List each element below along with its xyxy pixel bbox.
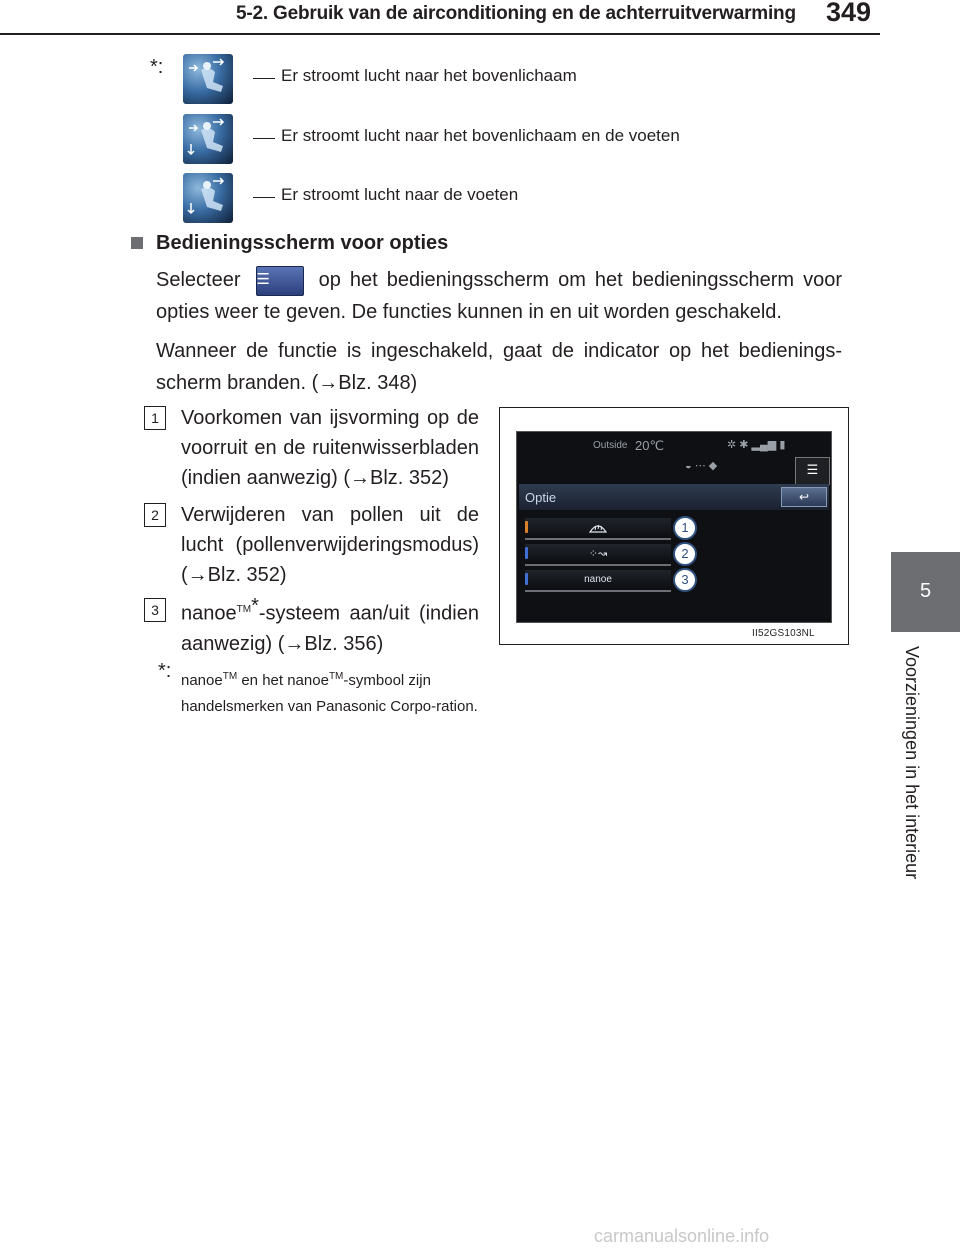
menu-button[interactable]: ☰: [795, 457, 830, 485]
airflow-row: [183, 173, 743, 223]
defroster-option-button[interactable]: [525, 518, 671, 540]
item-number: 2: [144, 503, 166, 527]
item-text: Voorkomen van ijsvorming op de voorruit en de ruitenwisserbladen (indien aanwezig) (→Blz. 352): [181, 407, 479, 489]
callout-1: 1: [673, 516, 697, 540]
airflow-upper-body-icon: [183, 54, 233, 104]
paragraph-text: op het bedieningsscherm om het bedieningsscherm voor opties weer te geven. De functies kunnen in en uit worden geschakeld.: [156, 269, 842, 323]
footnote-text: en het nanoe: [237, 672, 329, 689]
airflow-feet-icon: [183, 173, 233, 223]
trademark: TM: [328, 671, 344, 682]
airflow-asterisk: *:: [150, 56, 164, 78]
dash: [253, 197, 275, 198]
dash: [253, 78, 275, 79]
header-rule: [0, 33, 880, 35]
watermark: carmanualsonline.info: [594, 1226, 770, 1246]
airflow-row: [183, 54, 743, 104]
item-text-suffix: -systeem aan/uit (indien aanwezig) (→Blz. 356): [181, 602, 479, 655]
chapter-number: 5: [919, 580, 932, 602]
airflow-description: Er stroomt lucht naar het bovenlichaam: [281, 66, 577, 85]
footnote-marker: *: [251, 595, 259, 617]
back-button[interactable]: ↩: [781, 487, 827, 507]
indicator-light: [525, 573, 528, 585]
item-text-prefix: nanoe: [181, 602, 237, 625]
pollen-option-button[interactable]: [525, 544, 671, 566]
figure-code: II52GS103NL: [752, 628, 815, 639]
pollen-icon: ⁘↝: [588, 548, 608, 560]
trademark: TM: [222, 671, 238, 682]
chapter-tab: [891, 552, 960, 632]
options-screen-figure: [499, 407, 849, 645]
item-text: Verwijderen van pollen uit de lucht (pollenverwijderingsmodus) (→Blz. 352): [181, 504, 479, 586]
climate-mode-icons: ◒ ⋯ ◆: [685, 460, 718, 472]
callout-2: 2: [673, 542, 697, 566]
callout-3: 3: [673, 568, 697, 592]
paragraph: Wanneer de functie is ingeschakeld, gaat de indicator op het bedienings-scherm branden. (→Blz. 348): [156, 340, 842, 394]
item-number: 1: [144, 406, 166, 430]
status-icons: ✲ ✱ ▂▄▆ ▮: [727, 439, 786, 451]
defroster-icon: [589, 522, 607, 534]
trademark: TM: [236, 604, 252, 615]
paragraph: [156, 264, 842, 328]
section-title: 5-2. Gebruik van de airconditioning en de achterruitverwarming: [236, 3, 796, 24]
screen-title: Optie: [525, 490, 557, 505]
section-bullet: [131, 237, 143, 249]
chapter-title: Voorzieningen in het interieur: [902, 646, 922, 880]
option-screen: [516, 431, 832, 623]
section-heading: Bedieningsscherm voor opties: [156, 232, 449, 254]
outside-label: Outside: [593, 440, 628, 451]
footnote-text: -symbool zijn handelsmerken van Panasonic Corpo-ration.: [181, 672, 478, 715]
airflow-row: [183, 114, 743, 164]
item-number: 3: [144, 598, 166, 622]
airflow-upper-body-feet-icon: [183, 114, 233, 164]
nanoe-label: nanoe: [584, 574, 612, 585]
footnote-asterisk: *:: [158, 660, 172, 682]
airflow-description: Er stroomt lucht naar het bovenlichaam en de voeten: [281, 126, 680, 145]
page-number: 349: [826, 0, 872, 27]
item-text: [181, 595, 479, 659]
footnote: [181, 664, 481, 720]
options-menu-icon: ☰: [256, 266, 304, 296]
dash: [253, 138, 275, 139]
outside-temperature: 20℃: [635, 438, 665, 453]
paragraph-text: Selecteer: [156, 269, 241, 291]
airflow-description: Er stroomt lucht naar de voeten: [281, 185, 519, 204]
footnote-text: nanoe: [181, 672, 223, 689]
indicator-light: [525, 521, 528, 533]
nanoe-option-button[interactable]: [525, 570, 671, 592]
indicator-light: [525, 547, 528, 559]
